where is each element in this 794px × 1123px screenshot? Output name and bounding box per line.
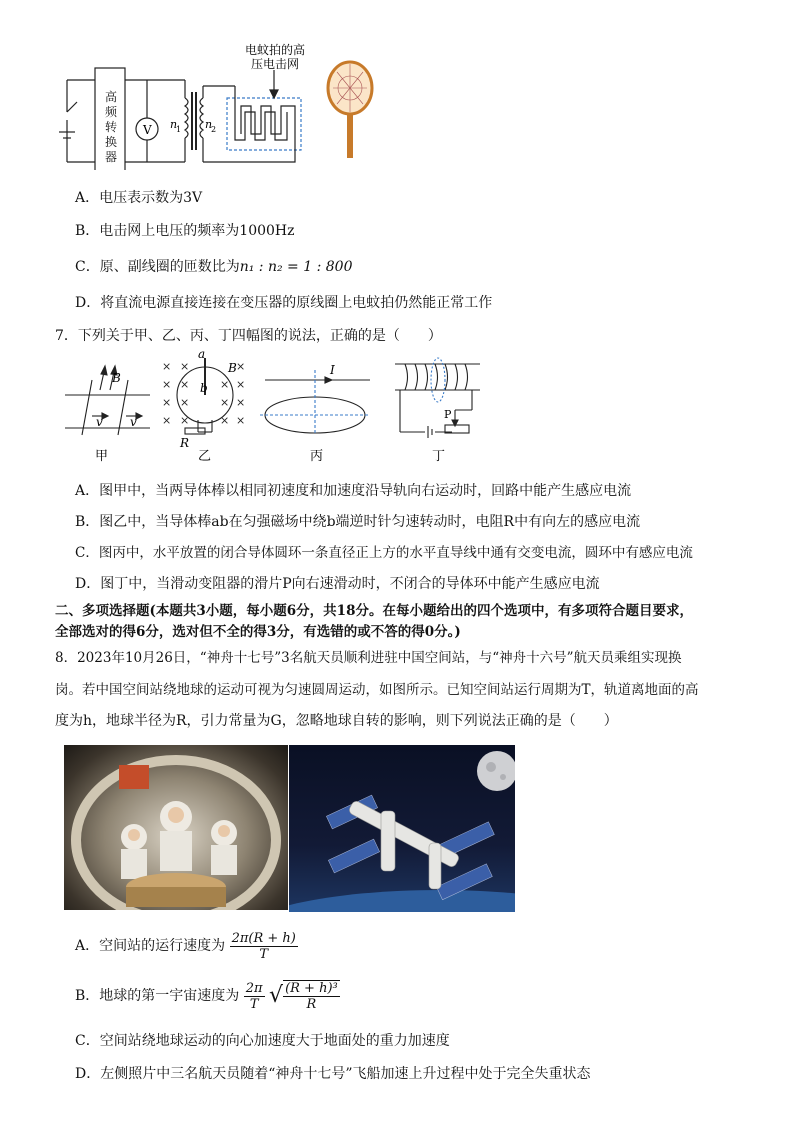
q6-circuit-figure	[55, 40, 385, 170]
n1-label: n	[170, 118, 178, 131]
svg-text:×: ×	[220, 414, 230, 427]
q8-b-rad-numerator: (R + h)³	[285, 981, 338, 996]
n1-sub: 1	[176, 125, 182, 134]
svg-text:×: ×	[180, 378, 190, 391]
q8-b-denominator: T	[249, 996, 259, 1012]
yi-a-label: a	[198, 350, 206, 361]
n2-sub: 2	[211, 125, 217, 134]
n2-label: n	[205, 118, 213, 131]
svg-text:×: ×	[180, 396, 190, 409]
q8-option-a-text: A．空间站的运行速度为	[75, 938, 226, 954]
q8-option-b-fraction	[244, 981, 265, 1012]
fig-bing-caption: 丙	[310, 449, 324, 464]
racket-caption-2: 压电击网	[251, 57, 300, 71]
svg-text:×: ×	[236, 396, 246, 409]
q7-option-b[interactable]: B．图乙中，当导体棒ab在匀强磁场中绕b端逆时针匀速转动时，电阻R中有向左的感应电流	[75, 514, 641, 530]
svg-text:×: ×	[220, 378, 230, 391]
fig-yi-caption: 乙	[198, 449, 212, 464]
yi-b-label: b	[200, 381, 208, 395]
q8-option-b-radicand	[283, 980, 340, 1012]
q8-b-rad-denominator: R	[306, 997, 317, 1012]
q6-option-c-text: C．原、副线圈的匝数比为	[75, 259, 240, 275]
ding-P-label: P	[444, 408, 452, 421]
fig-jia-caption: 甲	[95, 449, 109, 464]
q7-option-d[interactable]: D．图丁中，当滑动变阻器的滑片P向右速滑动时，不闭合的导体环中能产生感应电流	[75, 576, 600, 592]
q8-b-numerator: 2π	[245, 980, 263, 996]
sqrt-sign: √	[269, 983, 284, 1008]
q6-option-a[interactable]: A．电压表示数为3V	[75, 190, 203, 206]
q8-option-a-fraction	[230, 931, 298, 962]
q7-diagrams	[60, 350, 500, 465]
space-station-art	[289, 745, 515, 912]
yi-B-label: B	[228, 361, 237, 375]
svg-text:×: ×	[162, 360, 172, 373]
q7-figures	[60, 350, 500, 465]
q8-a-denominator: T	[259, 946, 269, 962]
voltmeter-label: V	[143, 123, 152, 137]
q6-option-c[interactable]	[75, 257, 352, 277]
q8-option-c[interactable]: C．空间站绕地球运动的向心加速度大于地面处的重力加速度	[75, 1033, 450, 1049]
q8-option-a[interactable]	[75, 927, 298, 965]
bing-I-label: I	[330, 363, 335, 377]
jia-b-label: B	[112, 371, 121, 385]
svg-text:×: ×	[162, 414, 172, 427]
q6-option-d[interactable]: D．将直流电源直接连接在变压器的原线圈上电蚊拍仍然能正常工作	[75, 295, 493, 311]
yi-R-label: R	[180, 436, 190, 450]
q8-option-d[interactable]: D．左侧照片中三名航天员随着“神舟十七号”飞船加速上升过程中处于完全失重状态	[75, 1066, 591, 1082]
svg-text:×: ×	[162, 378, 172, 391]
jia-v-label-2: v	[130, 415, 137, 429]
fig-ding-caption: 丁	[432, 449, 446, 464]
q7-stem: 7．下列关于甲、乙、丙、丁四幅图的说法，正确的是（ ）	[55, 328, 442, 344]
q7-option-c[interactable]: C．图丙中，水平放置的闭合导体圆环一条直径正上方的水平直导线中通有交变电流，圆环中有感应电流	[75, 545, 693, 561]
svg-text:×: ×	[236, 414, 246, 427]
q8-stem-line1: 8．2023年10月26日，“神舟十七号”3名航天员顺利进驻中国空间站，与“神舟十六号”航天员乘组实现换	[55, 650, 682, 666]
astronauts-photo	[64, 745, 288, 910]
section2-heading-line2: 全部选对的得6分，选对但不全的得3分，有选错的或不答的得0分。)	[55, 624, 461, 640]
q8-option-b-text: B．地球的第一宇宙速度为	[75, 988, 240, 1004]
svg-text:×: ×	[236, 378, 246, 391]
q6-option-b[interactable]: B．电击网上电压的频率为1000Hz	[75, 223, 295, 239]
svg-text:×: ×	[162, 396, 172, 409]
astronauts-photo-art	[64, 745, 288, 910]
space-station-photo	[289, 745, 515, 912]
svg-text:×: ×	[180, 360, 190, 373]
jia-v-label-1: v	[96, 415, 103, 429]
svg-text:×: ×	[220, 396, 230, 409]
section2-heading-line1: 二、多项选择题(本题共3小题，每小题6分，共18分。在每小题给出的四个选项中，有多项符合题目要求，	[55, 603, 693, 619]
svg-text:×: ×	[180, 414, 190, 427]
q6-option-c-formula: n₁ : n₂ = 1 : 800	[239, 259, 353, 275]
q8-a-numerator: 2π(R + h)	[231, 930, 296, 946]
q8-stem-line3: 度为h，地球半径为R，引力常量为G，忽略地球自转的影响，则下列说法正确的是（ ）	[55, 713, 618, 729]
q7-option-a[interactable]: A．图甲中，当两导体棒以相同初速度和加速度沿导轨向右运动时，回路中能产生感应电流	[75, 483, 632, 499]
q8-stem-line2: 岗。若中国空间站绕地球的运动可视为匀速圆周运动，如图所示。已知空间站运行周期为T，轨道离地面的高	[55, 682, 699, 698]
q8-option-b[interactable]	[75, 975, 340, 1017]
svg-text:×: ×	[236, 360, 246, 373]
converter-label: 高 频 转 换 器	[104, 90, 117, 164]
racket-caption-1: 电蚊拍的高	[245, 43, 306, 57]
